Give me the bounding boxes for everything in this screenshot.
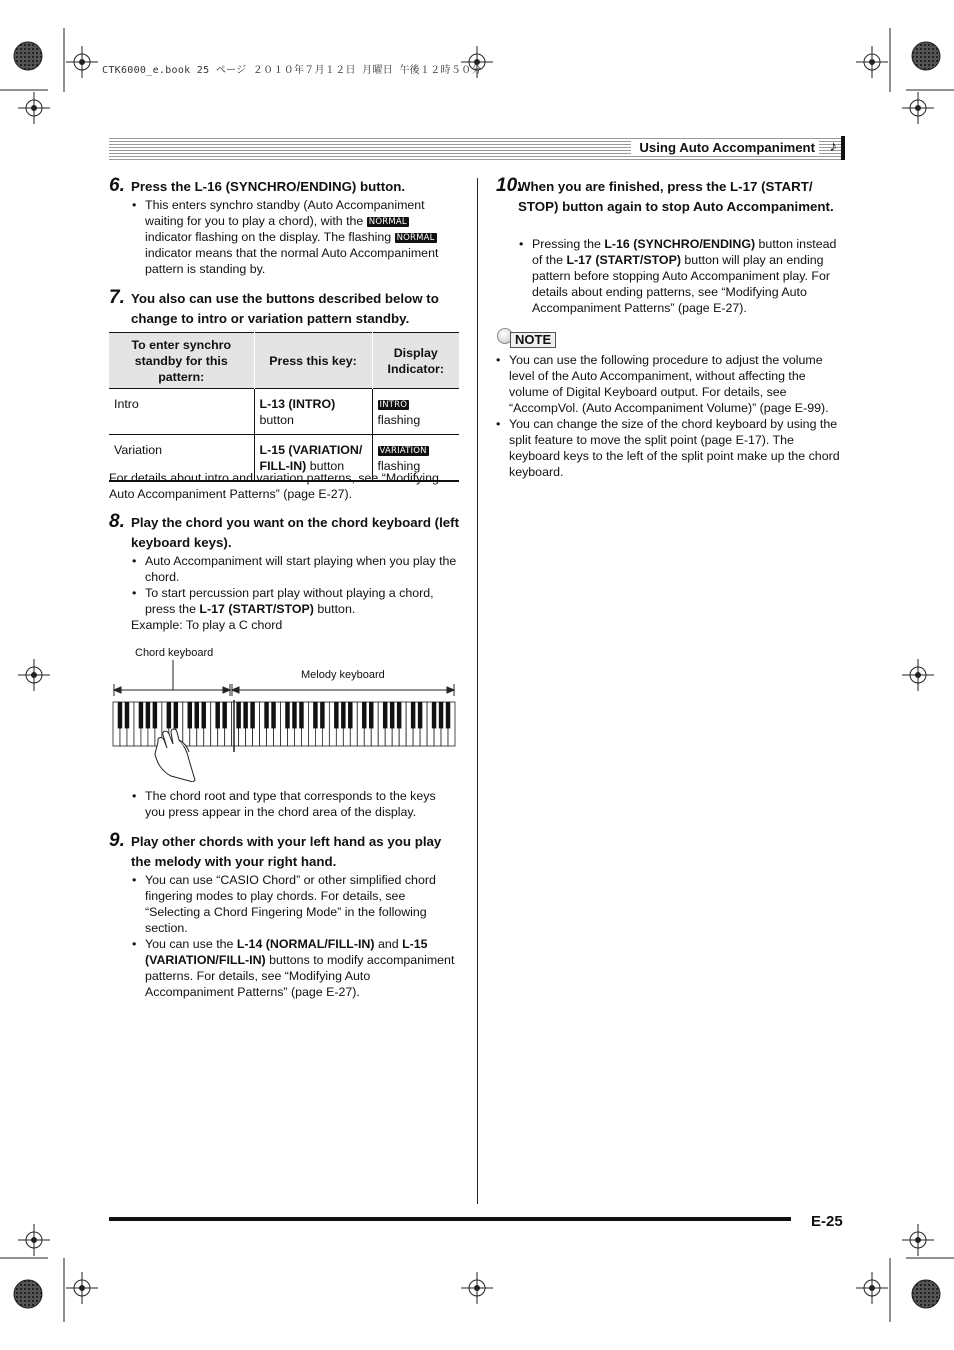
table-row [109,389,459,435]
black-key [292,702,296,728]
key-name: L-17 (START/STOP) [199,602,314,616]
black-key [439,702,443,728]
step-8-number: 8. [109,511,125,532]
black-key [202,702,206,728]
bullet-text: Auto Accompaniment will start playing when you play the chord. [145,554,457,584]
black-key [153,702,157,728]
black-key [243,702,247,728]
step-8-bullet-3 [132,788,459,820]
pattern-table [109,332,459,482]
table-header: Display Indicator: [372,333,459,389]
black-key [446,702,450,728]
step-8-bullet-1 [132,553,459,585]
key-name: L-15 (VARIATION/FILL-IN) [145,937,428,967]
black-key [195,702,199,728]
bullet-dot: • [132,554,137,568]
bullet-dot: • [519,237,524,251]
bullet-text: You can use the following procedure to adjust the volume level of the Auto Accompaniment, without affecting the volume of Digital Keyboard output. For details, see “AccompVol. (Auto Accompaniment Volume)” (page E-99). [509,353,829,415]
black-key [125,702,129,728]
variation-indicator-icon: VARIATION [379,446,427,456]
bullet-dot: • [132,937,137,951]
note-bullet-2 [496,416,846,480]
chord-keyboard-label: Chord keyboard [135,647,214,659]
bullet-text: indicator flashing on the display. The flashing [145,230,395,244]
bullet-text: button will play an ending pattern before stopping Auto Accompaniment play. For details about ending patterns, see “Modifying Auto Accompaniment Patterns” (page E-27). [532,253,831,315]
key-name: L-13 (INTRO) [259,397,336,411]
bullet-dot: • [496,417,501,431]
print-meta-line: CTK6000_e.book 25 ページ ２０１０年７月１２日 月曜日 午後１２時５０分 [102,65,482,76]
step-7-details: For details about intro and variation patterns, see “Modifying Auto Accompaniment Patterns” (page E-27). [109,471,439,501]
bullet-dot: • [132,873,137,887]
indicator-state: flashing [377,459,421,473]
table-cell-indicator [372,389,459,435]
range-brackets [114,660,454,696]
black-key [215,702,219,728]
step-9-bullet-2 [132,936,459,1000]
bullet-dot: • [132,586,137,600]
footer-rule [109,1217,791,1221]
key-suffix: button [259,413,294,427]
black-key [418,702,422,728]
step-9-number: 9. [109,830,125,851]
bullet-text: You can use “CASIO Chord” or other simplified chord fingering modes to play chords. For details, see “Selecting a Chord Fingering Mode” in the following section. [145,873,436,935]
bullet-text: button instead of the [532,237,837,267]
bullet-text: You can change the size of the chord keyboard by using the split feature to move the split point (page E-17). The keyboard keys to the left of the split point make up the chord keyboard. [509,417,840,479]
black-key [348,702,352,728]
bullet-text: buttons to modify accompaniment patterns. For details, see “Modifying Auto Accompaniment Patterns” (page E-27). [145,953,455,999]
table-header: Press this key: [254,333,372,389]
step-8-title: Play the chord you want on the chord keyboard (left keyboard keys). [131,515,460,550]
note-label: NOTE [510,332,556,348]
step-8-example: Example: To play a C chord [131,618,283,632]
black-key [222,702,226,728]
step-9-bullet-1 [132,872,459,936]
bullet-text: and [374,937,403,951]
step-6-number: 6. [109,175,125,196]
black-key [250,702,254,728]
header-endcap [841,136,845,160]
table-header: To enter synchro standby for this pattern: [109,333,254,389]
bullet-text: The chord root and type that corresponds to the keys you press appear in the chord area of the display. [145,789,436,819]
bullet-text: button. [313,602,356,616]
key-suffix: button [306,459,345,473]
step-8-bullet-2 [132,585,459,617]
step-10-bullet [519,236,846,316]
key-name: L-17 (START/STOP) [566,253,681,267]
bullet-text: You can use the [145,937,237,951]
bullet-text: Pressing the [532,237,605,251]
step-7-number: 7. [109,287,125,308]
black-key [390,702,394,728]
section-header-bar [109,136,845,160]
section-title: Using Auto Accompaniment [631,140,819,155]
table-cell-key [254,389,372,435]
black-key [299,702,303,728]
black-key [320,702,324,728]
black-key [139,702,143,728]
black-key [264,702,268,728]
black-key [383,702,387,728]
black-key [411,702,415,728]
black-key [271,702,275,728]
black-key [118,702,122,728]
bullet-dot: • [496,353,501,367]
step-10-title: When you are finished, press the L-17 (START/ STOP) button again to stop Auto Accompaniment. [518,179,834,214]
bullet-text: indicator means that the normal Auto Accompaniment pattern is standing by. [145,246,439,276]
black-key [334,702,338,728]
key-name: L-14 (NORMAL/FILL-IN) [236,937,375,951]
column-divider [477,178,478,1204]
black-key [432,702,436,728]
black-key [397,702,401,728]
normal-indicator-icon: NORMAL [396,233,435,243]
bullet-text: To start percussion part play without playing a chord, press the [145,586,434,616]
step-6-title: Press the L-16 (SYNCHRO/ENDING) button. [131,179,406,194]
bullet-dot: • [132,789,137,803]
black-key [146,702,150,728]
bullet-dot: • [132,198,137,212]
key-name: L-16 (SYNCHRO/ENDING) [604,237,756,251]
black-key [167,702,171,728]
note-bullet-1 [496,352,846,416]
step-9-title: Play other chords with your left hand as you play the melody with your right hand. [131,834,442,869]
step-7-title: You also can use the buttons described below to change to intro or variation pattern standby. [131,291,439,326]
table-cell-pattern: Intro [114,397,139,411]
indicator-state: flashing [377,413,421,427]
music-note-icon: ♪ [829,138,837,155]
page-number: E-25 [811,1213,843,1230]
black-key [285,702,289,728]
keyboard-illustration [109,660,459,782]
black-key [369,702,373,728]
key-name: L-15 (VARIATION/ FILL-IN) [259,443,363,473]
normal-indicator-icon: NORMAL [368,217,407,227]
step-6-bullet [132,197,459,277]
black-key [313,702,317,728]
black-key [341,702,345,728]
table-cell-pattern: Variation [114,443,162,457]
black-key [174,702,178,728]
black-key [362,702,366,728]
melody-keyboard-label: Melody keyboard [301,669,385,681]
step-10-number: 10. [496,175,523,196]
bullet-text: This enters synchro standby (Auto Accompaniment waiting for you to play a chord), with the [145,198,425,228]
black-key [236,702,240,728]
black-key [188,702,192,728]
intro-indicator-icon: INTRO [379,400,408,410]
